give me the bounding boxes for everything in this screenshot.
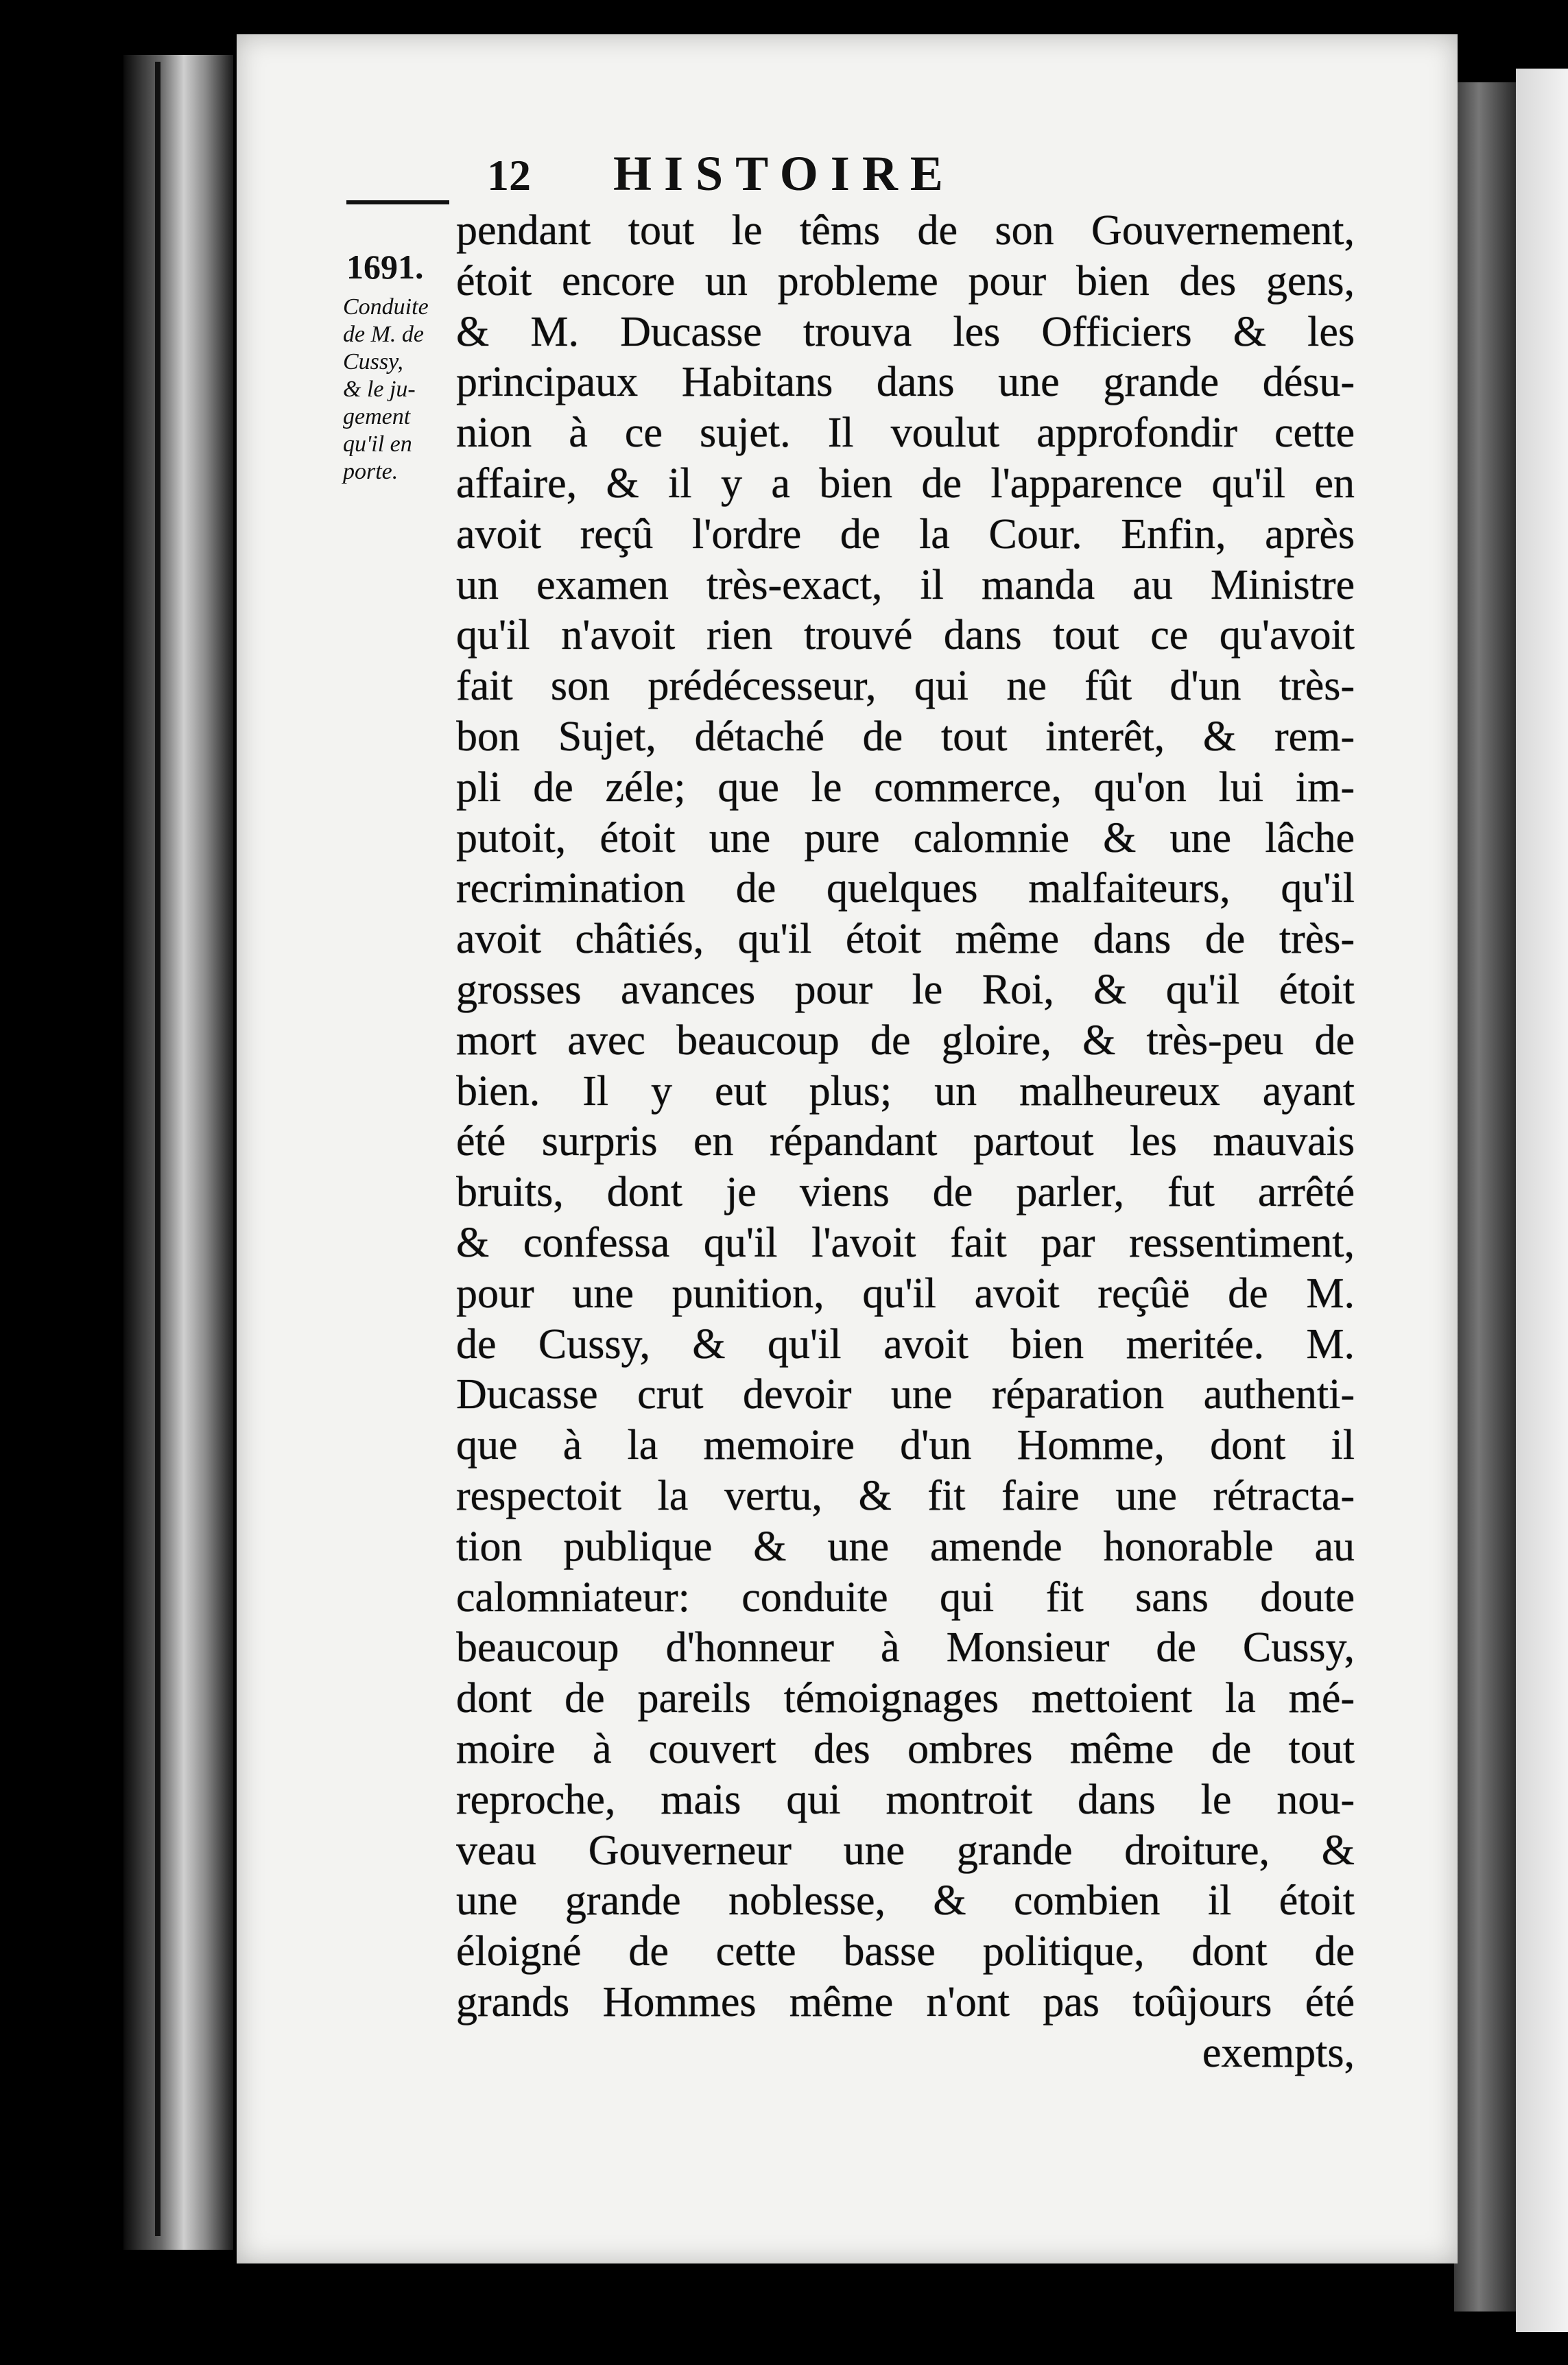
text-line: que à la memoire d'un Homme, dont il — [456, 1422, 1355, 1469]
text-line: putoit, étoit une pure calomnie & une lâche — [456, 814, 1355, 861]
margin-rule — [346, 200, 449, 204]
text-line: nion à ce sujet. Il voulut approfondir cette — [456, 409, 1355, 457]
book-binding — [123, 55, 233, 2250]
text-line: mort avec beaucoup de gloire, & très-peu de — [456, 1017, 1355, 1064]
text-line: une grande noblesse, & combien il étoit — [456, 1877, 1355, 1925]
text-line: moire à couvert des ombres même de tout — [456, 1725, 1355, 1772]
text-line: reproche, mais qui montroit dans le nou- — [456, 1776, 1355, 1823]
text-line: bon Sujet, détaché de tout interêt, & rem- — [456, 713, 1355, 760]
text-line: tion publique & une amende honorable au — [456, 1523, 1355, 1570]
text-line: & M. Ducasse trouva les Officiers & les — [456, 308, 1355, 355]
margin-note-line: de M. de — [343, 322, 425, 347]
text-line: dont de pareils témoignages mettoient la mé- — [456, 1675, 1355, 1722]
text-line: été surpris en répandant partout les mauvais — [456, 1118, 1355, 1165]
page-number: 12 — [487, 151, 531, 200]
text-line: bien. Il y eut plus; un malheureux ayant — [456, 1067, 1355, 1115]
text-line: avoit châtiés, qu'il étoit même dans de très- — [456, 916, 1355, 963]
binding-edge — [155, 62, 161, 2236]
text-line: qu'il n'avoit rien trouvé dans tout ce qu'avoit — [456, 612, 1355, 659]
text-line: pli de zéle; que le commerce, qu'on lui im- — [456, 763, 1355, 811]
text-line: beaucoup d'honneur à Monsieur de Cussy, — [456, 1624, 1355, 1672]
page-edge-shadow — [1454, 82, 1516, 2311]
text-line: principaux Habitans dans une grande désu- — [456, 359, 1355, 406]
margin-note-line: porte. — [343, 459, 399, 484]
text-line: avoit reçû l'ordre de la Cour. Enfin, après — [456, 510, 1355, 558]
text-line: bruits, dont je viens de parler, fut arrêté — [456, 1169, 1355, 1216]
text-line: de Cussy, & qu'il avoit bien meritée. M. — [456, 1320, 1355, 1368]
page-header — [487, 145, 955, 202]
catchword: exempts, — [1202, 2029, 1355, 2076]
text-line: un examen très-exact, il manda au Ministre — [456, 561, 1355, 608]
margin-note-line: gement — [343, 404, 411, 429]
margin-year: 1691. — [346, 248, 424, 286]
text-line: respectoit la vertu, & fit faire une rétracta- — [456, 1472, 1355, 1519]
text-line: grands Hommes même n'ont pas toûjours été — [456, 1978, 1355, 2025]
text-line: calomniateur: conduite qui fit sans doute — [456, 1573, 1355, 1621]
body-text — [456, 206, 1355, 2078]
text-line: pour une punition, qu'il avoit reçûë de M. — [456, 1270, 1355, 1317]
text-line: pendant tout le têms de son Gouvernement, — [456, 207, 1355, 254]
text-line: éloigné de cette basse politique, dont de — [456, 1928, 1355, 1975]
facing-page-edge — [1516, 69, 1568, 2332]
text-line: Ducasse crut devoir une réparation authenti- — [456, 1371, 1355, 1418]
running-title: HISTOIRE — [613, 146, 955, 201]
text-line: veau Gouverneur une grande droiture, & — [456, 1827, 1355, 1874]
text-line: recrimination de quelques malfaiteurs, qu'il — [456, 865, 1355, 912]
margin-note-line: Cussy, — [343, 349, 403, 375]
margin-note-line: qu'il en — [343, 431, 412, 457]
text-line: & confessa qu'il l'avoit fait par ressentiment, — [456, 1219, 1355, 1266]
margin-note-line: Conduite — [343, 294, 429, 320]
text-line: grosses avances pour le Roi, & qu'il étoit — [456, 966, 1355, 1013]
text-line: fait son prédécesseur, qui ne fût d'un très- — [456, 663, 1355, 710]
margin-note-line: & le ju- — [343, 377, 416, 402]
text-line: affaire, & il y a bien de l'apparence qu'il en — [456, 460, 1355, 507]
text-line: étoit encore un probleme pour bien des gens, — [456, 257, 1355, 305]
